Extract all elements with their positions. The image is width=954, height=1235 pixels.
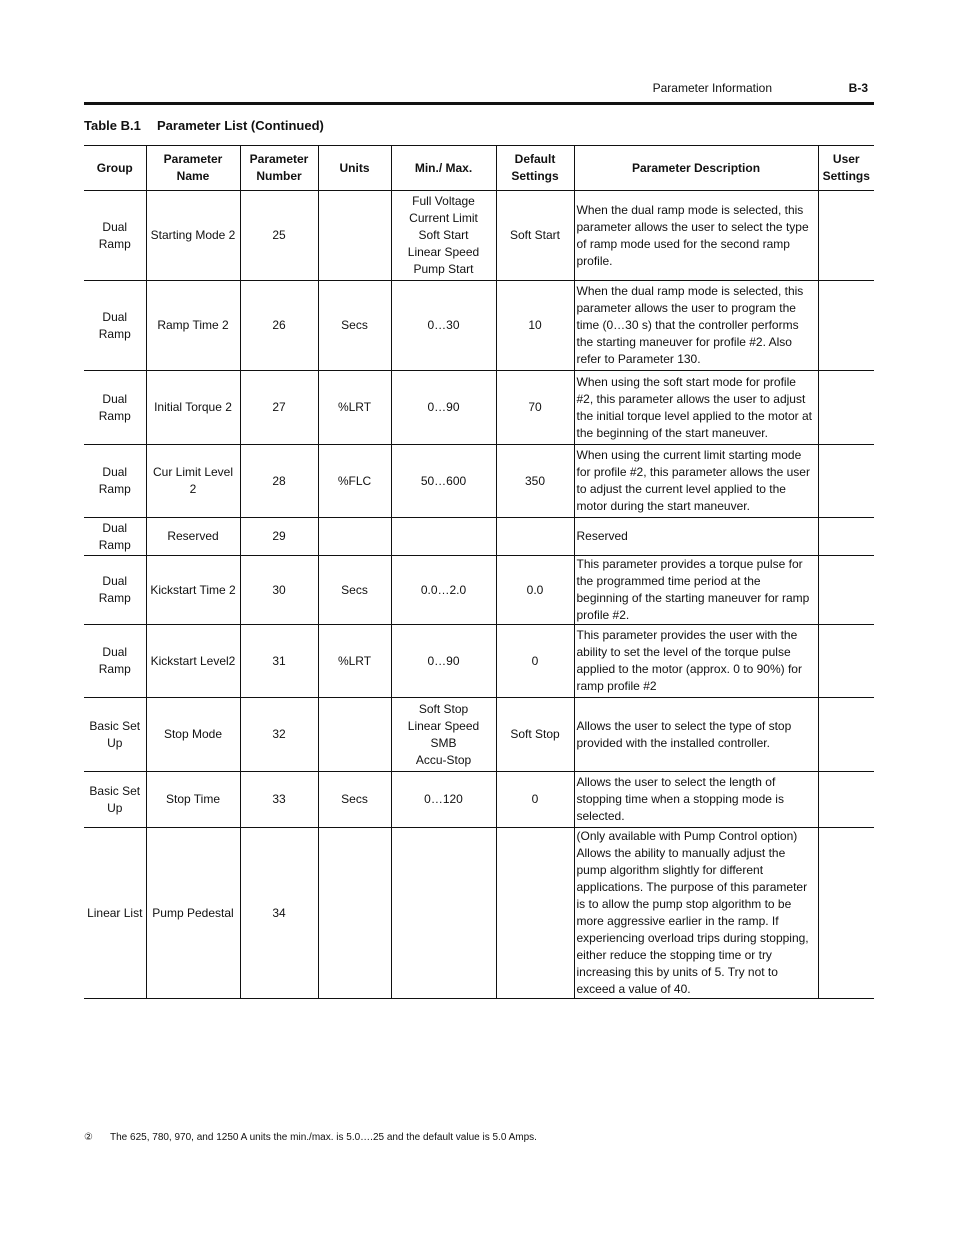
cell-parameter-description: (Only available with Pump Control option) Allows the ability to manually adjust the pump algorithm slightly for different applications. The purpose of this parameter is to allow the pump stop algorithm to be more aggressive earlier in the ramp. If experiencing overload trips during stopping, either reduce the stopping time or try increasing this by units of 5. Try not to exceed a value of 40. xyxy=(574,828,818,999)
min-max-line: Accu-Stop xyxy=(415,752,472,767)
table-row xyxy=(84,281,874,371)
cell-parameter-name: Stop Mode xyxy=(146,698,240,772)
cell-parameter-number: 25 xyxy=(240,191,318,281)
cell-parameter-number: 26 xyxy=(240,281,318,371)
cell-units xyxy=(318,191,391,281)
col-header-units: Units xyxy=(318,146,391,191)
cell-user-settings xyxy=(818,556,874,625)
cell-units: %FLC xyxy=(318,445,391,518)
cell-default-settings: 70 xyxy=(496,371,574,445)
cell-units: %LRT xyxy=(318,371,391,445)
table-caption xyxy=(84,118,324,133)
col-header-parameter-number: Parameter Number xyxy=(240,146,318,191)
min-max-line: 0…90 xyxy=(427,653,460,668)
cell-default-settings xyxy=(496,518,574,556)
cell-parameter-number: 29 xyxy=(240,518,318,556)
cell-default-settings: Soft Stop xyxy=(496,698,574,772)
table-title: Parameter List (Continued) xyxy=(157,118,324,133)
cell-user-settings xyxy=(818,625,874,698)
min-max-line: 0…30 xyxy=(427,318,460,332)
min-max-line: Soft Start xyxy=(418,228,469,242)
cell-user-settings xyxy=(818,828,874,999)
cell-min-max xyxy=(391,191,496,281)
cell-parameter-name: Pump Pedestal xyxy=(146,828,240,999)
cell-parameter-description: When the dual ramp mode is selected, this parameter allows the user to program the time (0…30 s) that the controller performs the starting maneuver for profile #2. Also refer to Parameter 130. xyxy=(574,281,818,371)
min-max-line: SMB xyxy=(430,735,457,750)
col-header-parameter-description: Parameter Description xyxy=(574,146,818,191)
cell-user-settings xyxy=(818,518,874,556)
footnote-mark: ② xyxy=(84,1132,93,1143)
cell-default-settings: 0.0 xyxy=(496,556,574,625)
cell-units: Secs xyxy=(318,556,391,625)
cell-parameter-name: Starting Mode 2 xyxy=(146,191,240,281)
cell-parameter-description: Reserved xyxy=(574,518,818,556)
cell-units xyxy=(318,828,391,999)
table-row xyxy=(84,698,874,772)
min-max-line: 0…120 xyxy=(424,792,463,806)
cell-user-settings xyxy=(818,371,874,445)
cell-parameter-description: When the dual ramp mode is selected, this parameter allows the user to select the type of ramp mode used for the second ramp profile. xyxy=(574,191,818,281)
table-row xyxy=(84,556,874,625)
cell-parameter-name: Kickstart Time 2 xyxy=(146,556,240,625)
table-row xyxy=(84,772,874,828)
cell-min-max xyxy=(391,281,496,371)
table-row xyxy=(84,191,874,281)
min-max-line: 0…90 xyxy=(427,400,460,414)
min-max-line: Linear Speed xyxy=(407,718,480,733)
cell-parameter-description: Allows the user to select the type of stop provided with the installed controller. xyxy=(574,698,818,772)
cell-parameter-description: This parameter provides a torque pulse for the programmed time period at the beginning of the starting maneuver for ramp profile #2. xyxy=(574,556,818,625)
cell-parameter-name: Ramp Time 2 xyxy=(146,281,240,371)
cell-parameter-number: 30 xyxy=(240,556,318,625)
table-header-row xyxy=(84,146,874,191)
table-row xyxy=(84,518,874,556)
cell-default-settings: 350 xyxy=(496,445,574,518)
cell-parameter-name: Cur Limit Level 2 xyxy=(146,445,240,518)
page-number: B-3 xyxy=(848,81,868,95)
cell-units: %LRT xyxy=(318,625,391,698)
cell-units xyxy=(318,518,391,556)
cell-parameter-number: 32 xyxy=(240,698,318,772)
cell-default-settings: 10 xyxy=(496,281,574,371)
cell-units: Secs xyxy=(318,281,391,371)
section-title: Parameter Information xyxy=(652,81,772,95)
cell-min-max xyxy=(391,625,496,698)
cell-min-max xyxy=(391,518,496,556)
cell-min-max xyxy=(391,445,496,518)
parameter-table xyxy=(84,145,874,999)
header-rule xyxy=(84,102,874,105)
min-max-line: Soft Stop xyxy=(418,701,469,716)
min-max-line: Current Limit xyxy=(409,211,478,225)
table-row xyxy=(84,828,874,999)
cell-group: Dual Ramp xyxy=(84,518,146,556)
footnote-text: The 625, 780, 970, and 1250 A units the min./max. is 5.0….25 and the default value is 5.0 Amps. xyxy=(110,1132,537,1143)
min-max-line: Pump Start xyxy=(413,262,474,276)
col-header-parameter-name: Parameter Name xyxy=(146,146,240,191)
cell-parameter-description: When using the soft start mode for profile #2, this parameter allows the user to adjust the initial torque level applied to the motor at the beginning of the start maneuver. xyxy=(574,371,818,445)
footnote xyxy=(84,1132,537,1143)
cell-parameter-description: Allows the user to select the length of stopping time when a stopping mode is selected. xyxy=(574,772,818,828)
cell-user-settings xyxy=(818,191,874,281)
cell-group: Dual Ramp xyxy=(84,556,146,625)
cell-default-settings: Soft Start xyxy=(496,191,574,281)
table-number: Table B.1 xyxy=(84,118,141,133)
cell-default-settings: 0 xyxy=(496,625,574,698)
cell-parameter-number: 27 xyxy=(240,371,318,445)
cell-parameter-description: When using the current limit starting mode for profile #2, this parameter allows the user to adjust the current level applied to the motor during the start maneuver. xyxy=(574,445,818,518)
col-header-default-settings: Default Settings xyxy=(496,146,574,191)
cell-user-settings xyxy=(818,281,874,371)
cell-user-settings xyxy=(818,772,874,828)
cell-parameter-number: 28 xyxy=(240,445,318,518)
cell-min-max xyxy=(391,828,496,999)
page-header xyxy=(84,80,874,100)
cell-min-max xyxy=(391,772,496,828)
cell-parameter-number: 31 xyxy=(240,625,318,698)
cell-parameter-number: 33 xyxy=(240,772,318,828)
cell-parameter-name: Kickstart Level2 xyxy=(146,625,240,698)
col-header-group: Group xyxy=(84,146,146,191)
cell-min-max xyxy=(391,556,496,625)
cell-group: Dual Ramp xyxy=(84,371,146,445)
min-max-line: Full Voltage xyxy=(412,194,475,208)
min-max-line: Linear Speed xyxy=(407,245,480,259)
table-body xyxy=(84,191,874,999)
col-header-min-max: Min./ Max. xyxy=(391,146,496,191)
cell-group: Basic Set Up xyxy=(84,698,146,772)
cell-group: Dual Ramp xyxy=(84,625,146,698)
cell-default-settings xyxy=(496,828,574,999)
table-row xyxy=(84,445,874,518)
table-row xyxy=(84,371,874,445)
cell-parameter-number: 34 xyxy=(240,828,318,999)
cell-parameter-name: Stop Time xyxy=(146,772,240,828)
cell-group: Dual Ramp xyxy=(84,281,146,371)
col-header-user-settings: User Settings xyxy=(818,146,874,191)
cell-default-settings: 0 xyxy=(496,772,574,828)
cell-user-settings xyxy=(818,698,874,772)
cell-group: Linear List xyxy=(84,828,146,999)
cell-units: Secs xyxy=(318,772,391,828)
min-max-line: 50…600 xyxy=(420,473,467,488)
cell-units xyxy=(318,698,391,772)
cell-min-max xyxy=(391,698,496,772)
cell-min-max xyxy=(391,371,496,445)
cell-group: Dual Ramp xyxy=(84,191,146,281)
cell-group: Dual Ramp xyxy=(84,445,146,518)
cell-parameter-name: Initial Torque 2 xyxy=(146,371,240,445)
cell-group: Basic Set Up xyxy=(84,772,146,828)
cell-parameter-description: This parameter provides the user with the ability to set the level of the torque pulse applied to the motor (approx. 0 to 90%) for ramp profile #2 xyxy=(574,625,818,698)
cell-parameter-name: Reserved xyxy=(146,518,240,556)
min-max-line: 0.0…2.0 xyxy=(420,582,467,597)
table-row xyxy=(84,625,874,698)
cell-user-settings xyxy=(818,445,874,518)
